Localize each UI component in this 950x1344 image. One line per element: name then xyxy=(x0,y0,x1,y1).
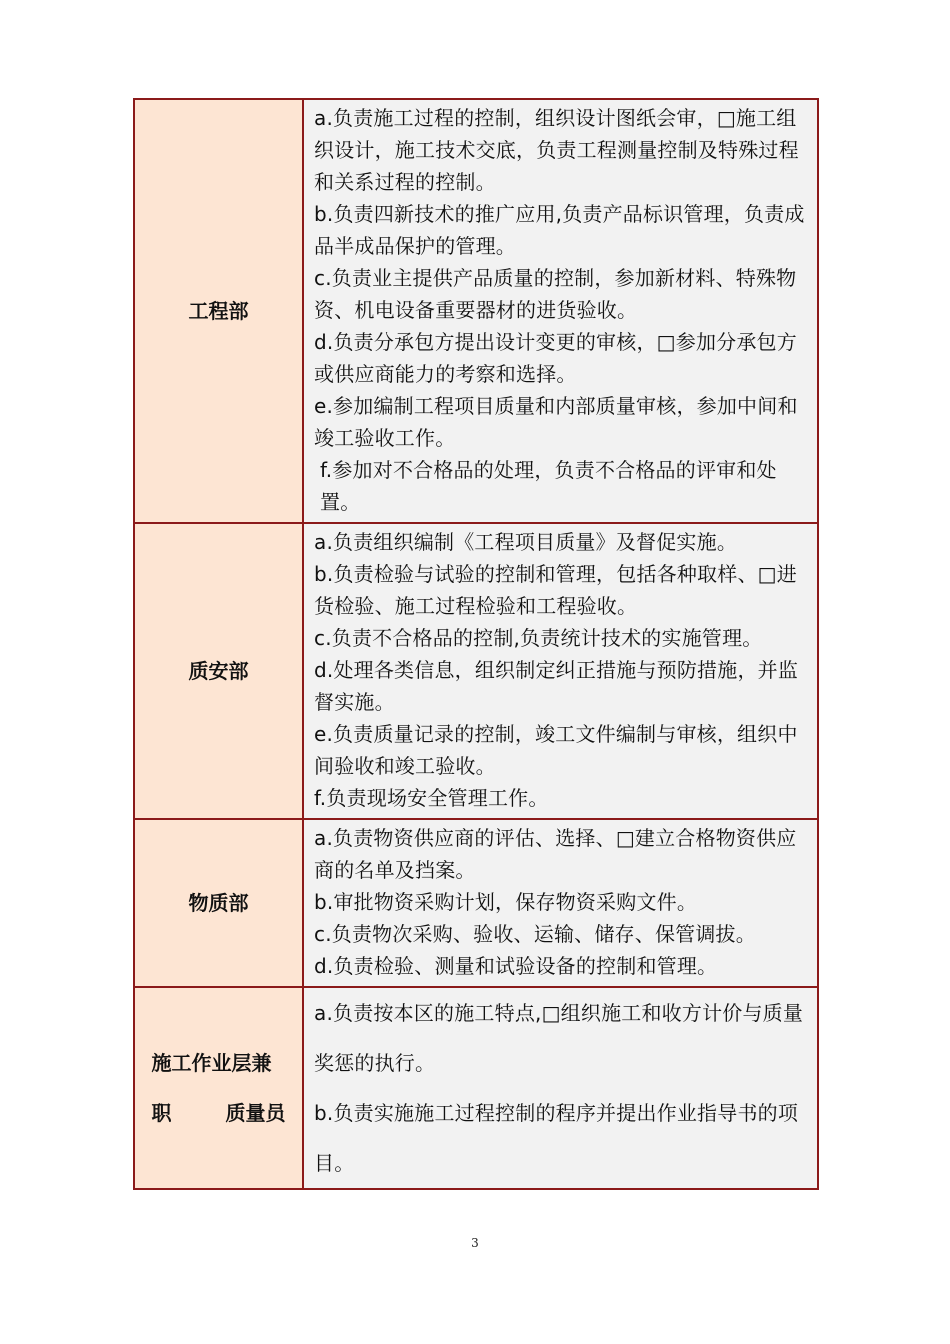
page-number: 3 xyxy=(471,1236,479,1250)
responsibility-item: c.负责不合格品的控制,负责统计技术的实施管理。 xyxy=(314,626,763,650)
responsibility-list xyxy=(303,523,818,819)
responsibility-list xyxy=(303,99,818,523)
responsibility-table xyxy=(133,98,819,1190)
table-row xyxy=(134,99,818,523)
responsibility-item: d.处理各类信息，组织制定纠正措施与预防措施，并监督实施。 xyxy=(314,658,799,714)
department-name xyxy=(134,987,303,1189)
department-name: 工程部 xyxy=(134,99,303,523)
responsibility-item: b.负责检验与试验的控制和管理，包括各种取样、□进货检验、施工过程检验和工程验收。 xyxy=(314,562,797,618)
responsibility-item: a.负责按本区的施工特点,□组织施工和收方计价与质量奖惩的执行。 xyxy=(314,1001,804,1075)
department-name-part: 职 xyxy=(151,1101,172,1125)
responsibility-item: c.负责业主提供产品质量的控制，参加新材料、特殊物资、机电设备重要器材的进货验收。 xyxy=(314,266,797,322)
responsibility-item: a.负责物资供应商的评估、选择、□建立合格物资供应商的名单及挡案。 xyxy=(314,826,797,882)
responsibility-item: f.参加对不合格品的处理，负责不合格品的评审和处置。 xyxy=(320,458,777,514)
table-row xyxy=(134,987,818,1189)
responsibility-item: b.负责实施施工过程控制的程序并提出作业指导书的项目。 xyxy=(314,1101,799,1175)
responsibility-item: a.负责施工过程的控制，组织设计图纸会审，□施工组织设计，施工技术交底，负责工程测量控制及特殊过程和关系过程的控制。 xyxy=(314,106,799,194)
table-row xyxy=(134,819,818,987)
responsibility-item: e.负责质量记录的控制，竣工文件编制与审核，组织中间验收和竣工验收。 xyxy=(314,722,798,778)
responsibility-list xyxy=(303,987,818,1189)
responsibility-item: f.负责现场安全管理工作。 xyxy=(314,786,549,810)
responsibility-list xyxy=(303,819,818,987)
responsibility-item: d.负责检验、测量和试验设备的控制和管理。 xyxy=(314,954,718,978)
department-name-part: 质量员 xyxy=(225,1101,286,1125)
responsibility-item: b.负责四新技术的推广应用,负责产品标识管理，负责成品半成品保护的管理。 xyxy=(314,202,805,258)
responsibility-item: b.审批物资采购计划，保存物资采购文件。 xyxy=(314,890,698,914)
table-row xyxy=(134,523,818,819)
responsibility-item: a.负责组织编制《工程项目质量》及督促实施。 xyxy=(314,530,738,554)
department-name: 质安部 xyxy=(134,523,303,819)
department-name-line: 施工作业层兼 xyxy=(151,1051,272,1075)
responsibility-item: d.负责分承包方提出设计变更的审核，□参加分承包方或供应商能力的考察和选择。 xyxy=(314,330,797,386)
responsibility-item: c.负责物次采购、验收、运输、储存、保管调拔。 xyxy=(314,922,756,946)
responsibility-item: e.参加编制工程项目质量和内部质量审核，参加中间和竣工验收工作。 xyxy=(314,394,798,450)
department-name: 物质部 xyxy=(134,819,303,987)
